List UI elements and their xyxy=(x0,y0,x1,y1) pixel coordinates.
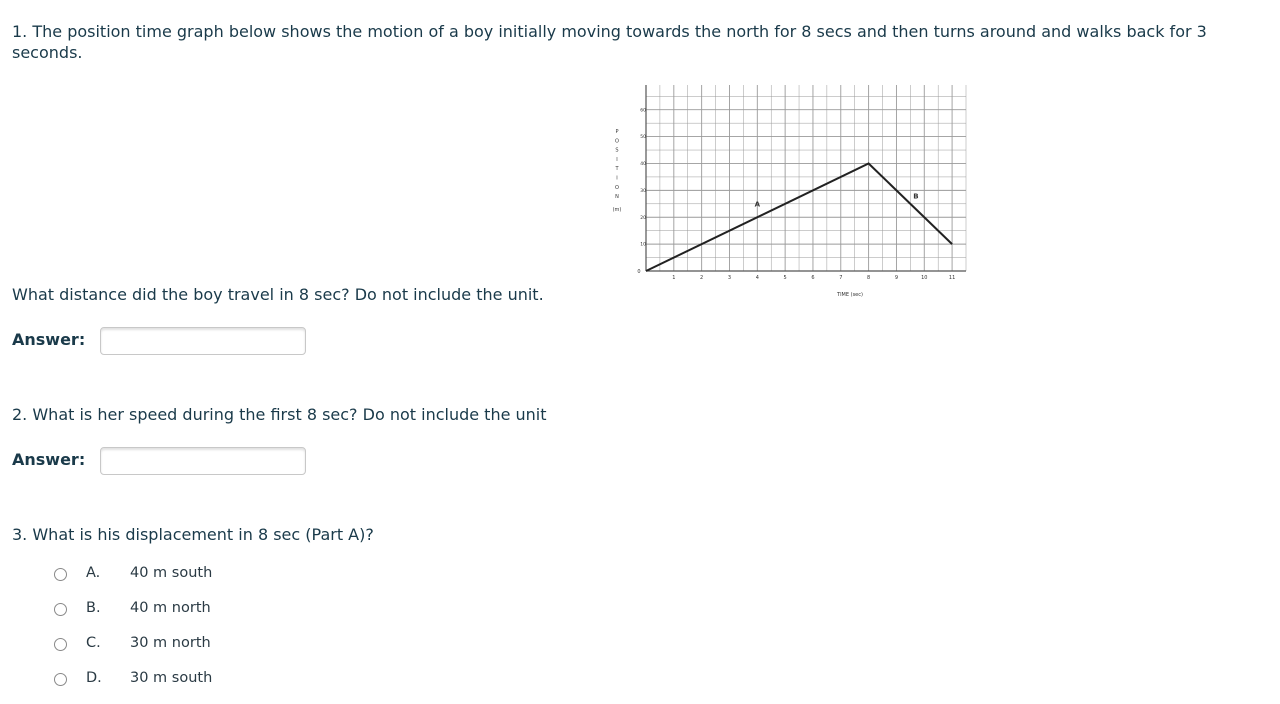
y-label-letter: S xyxy=(615,147,619,154)
option-d-letter: D. xyxy=(86,670,102,686)
x-tick-label: 3 xyxy=(727,275,732,281)
position-time-graph xyxy=(600,75,980,315)
y-label-letter: N xyxy=(615,194,619,201)
y-label-letter: T xyxy=(615,166,619,173)
question-2-text: 2. What is her speed during the first 8 sec? Do not include the unit xyxy=(12,405,547,424)
option-c-text: 30 m north xyxy=(130,635,211,651)
x-tick-label: 4 xyxy=(755,275,759,281)
x-tick-label: 10 xyxy=(921,275,928,281)
option-b-letter: B. xyxy=(86,600,101,616)
y-label-letter: I xyxy=(616,175,618,182)
x-tick-label: 9 xyxy=(894,275,899,281)
y-label-letter: O xyxy=(615,184,619,191)
y-label-unit: (m) xyxy=(612,207,622,213)
chart-ticks xyxy=(637,107,955,281)
x-tick-label: 2 xyxy=(700,275,704,281)
option-c-letter: C. xyxy=(86,635,101,651)
y-tick-label: 20 xyxy=(640,215,646,221)
origin-tick-label: 0 xyxy=(637,269,641,275)
question-2-answer-input[interactable] xyxy=(100,447,306,475)
option-a-letter: A. xyxy=(86,565,101,581)
x-tick-label: 8 xyxy=(867,275,871,281)
y-label-letter: O xyxy=(615,138,619,145)
option-d[interactable] xyxy=(54,668,213,690)
x-tick-label: 7 xyxy=(839,275,843,281)
question-2-answer-label: Answer: xyxy=(12,450,86,469)
x-tick-label: 5 xyxy=(783,275,787,281)
question-1-text: 1. The position time graph below shows the motion of a boy initially moving towards the north for 8 secs and then turns around and walks back for 3 seconds. xyxy=(12,22,1207,62)
option-a-radio[interactable] xyxy=(54,568,67,581)
y-label-letter: I xyxy=(616,156,618,163)
option-d-text: 30 m south xyxy=(130,670,213,686)
option-c[interactable] xyxy=(54,633,211,655)
y-tick-label: 40 xyxy=(640,162,646,168)
segment-label-b: B xyxy=(913,192,919,201)
y-tick-label: 60 xyxy=(640,108,646,114)
chart-grid xyxy=(646,85,966,271)
y-tick-label: 50 xyxy=(640,135,646,141)
y-tick-label: 10 xyxy=(640,242,646,248)
x-tick-label: 6 xyxy=(811,275,815,281)
option-b[interactable] xyxy=(54,598,211,620)
y-tick-label: 30 xyxy=(640,188,646,194)
option-b-radio[interactable] xyxy=(54,603,67,616)
option-a-text: 40 m south xyxy=(130,565,213,581)
question-1-answer-input[interactable] xyxy=(100,327,306,355)
y-axis-label xyxy=(613,129,622,213)
x-tick-label: 1 xyxy=(672,275,676,281)
x-axis-label: TIME (sec) xyxy=(837,292,863,298)
option-b-text: 40 m north xyxy=(130,600,211,616)
question-1-answer-label: Answer: xyxy=(12,330,86,349)
option-c-radio[interactable] xyxy=(54,638,67,651)
y-label-letter: P xyxy=(615,129,619,135)
segment-label-a: A xyxy=(754,200,761,209)
question-3-text: 3. What is his displacement in 8 sec (Part A)? xyxy=(12,525,374,544)
question-1-prompt: What distance did the boy travel in 8 sec? Do not include the unit. xyxy=(12,285,544,304)
x-tick-label: 11 xyxy=(948,275,956,281)
option-a[interactable] xyxy=(54,563,213,585)
option-d-radio[interactable] xyxy=(54,673,67,686)
